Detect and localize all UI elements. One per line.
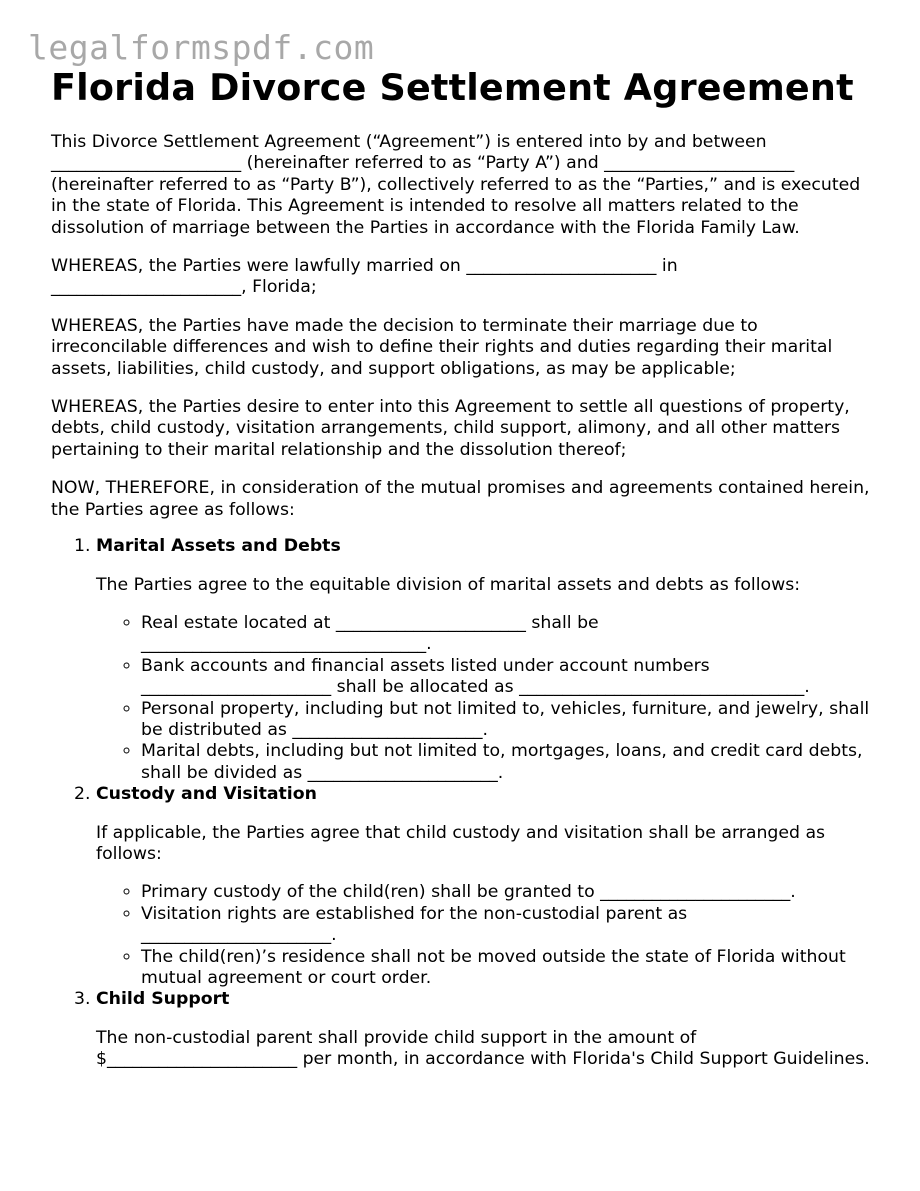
section-title: Custody and Visitation xyxy=(96,784,317,805)
section-body: The Parties agree to the equitable division of marital assets and debts as follows: xyxy=(96,574,801,595)
document xyxy=(51,64,871,1071)
list-item-marital-debts: ◦ Marital debts, including but not limited to, mortgages, loans, and credit card debts, shall be divided as ______________________. xyxy=(141,741,871,784)
whereas-married-paragraph: WHEREAS, the Parties were lawfully married on ______________________ in ______________________, Florida; xyxy=(51,256,678,298)
section-child-support xyxy=(96,989,871,1070)
whereas-terminate-paragraph: WHEREAS, the Parties have made the decision to terminate their marriage due to irreconcilable differences and wish to define their rights and duties regarding their marital assets, liabilities, child custody, and support obligations, as may be applicable; xyxy=(51,315,833,379)
intro-paragraph: This Divorce Settlement Agreement (“Agreement”) is entered into by and between ______________________ (hereinafter referred to as “Party A”) and ______________________ (hereinafter referred to as “Party B”), collectively referred to as the “Parties,” and is executed in the state of Florida. This Agreement is intended to resolve all matters related to the dissolution of marriage between the Parties in accordance with the Florida Family Law. xyxy=(51,132,861,238)
list-item-real-estate: ◦ Real estate located at ______________________ shall be _________________________________. xyxy=(141,613,871,656)
list-item-visitation-rights: ◦ Visitation rights are established for the non-custodial parent as ______________________. xyxy=(141,904,871,947)
section-marital-assets xyxy=(96,536,871,784)
document-title: Florida Divorce Settlement Agreement xyxy=(51,66,854,109)
section-title: Child Support xyxy=(96,989,230,1010)
now-therefore-paragraph: NOW, THEREFORE, in consideration of the mutual promises and agreements contained herein, the Parties agree as follows: xyxy=(51,478,870,520)
list-item-residence: ◦ The child(ren)’s residence shall not be moved outside the state of Florida without mutual agreement or court order. xyxy=(141,947,871,990)
list-item-bank-accounts: ◦ Bank accounts and financial assets listed under account numbers ______________________ shall be allocated as _________________________________. xyxy=(141,656,871,699)
agreement-sections xyxy=(51,536,871,1071)
whereas-settle-paragraph: WHEREAS, the Parties desire to enter into this Agreement to settle all questions of property, debts, child custody, visitation arrangements, child support, alimony, and all other matters pertaining to their marital relationship and the dissolution thereof; xyxy=(51,397,850,460)
section-title: Marital Assets and Debts xyxy=(96,536,341,557)
section-item-list xyxy=(96,882,871,989)
list-item-personal-property: ◦ Personal property, including but not limited to, vehicles, furniture, and jewelry, shall be distributed as ______________________. xyxy=(141,699,871,742)
section-body: If applicable, the Parties agree that child custody and visitation shall be arranged as follows: xyxy=(96,822,826,864)
watermark-logo: legalformspdf.com xyxy=(28,28,375,67)
section-body: The non-custodial parent shall provide child support in the amount of $______________________ per month, in accordance with Florida's Child Support Guidelines. xyxy=(96,1027,870,1070)
section-custody-visitation xyxy=(96,784,871,989)
section-item-list xyxy=(96,613,871,784)
list-item-primary-custody: ◦ Primary custody of the child(ren) shall be granted to ______________________. xyxy=(141,882,871,903)
